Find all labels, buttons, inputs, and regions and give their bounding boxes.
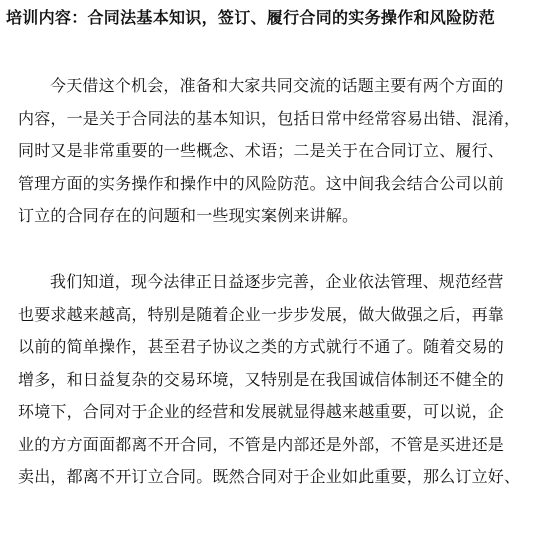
text-line: 也要求越来越高，特别是随着企业一步步发展，做大做强之后，再靠 <box>18 304 505 324</box>
text-line: 我们知道，现今法律正日益逐步完善，企业依法管理、规范经营 <box>50 272 504 291</box>
text-line: 环境下，合同对于企业的经营和发展就显得越来越重要，可以说，企 <box>18 402 505 421</box>
text-line: 业的方方面面都离不开合同，不管是内部还是外部，不管是买进还是 <box>18 434 505 454</box>
text-line: 管理方面的实务操作和操作中的风险防范。这中间我会结合公司以前 <box>18 173 505 193</box>
text-line: 同时又是非常重要的一些概念、术语；二是关于在合同订立、履行、 <box>18 141 505 160</box>
paragraph-intro <box>18 70 554 233</box>
text-line: 内容，一是关于合同法的基本知识，包括日常中经常容易出错、混淆， <box>18 108 521 128</box>
text-line: 卖出，都离不开订立合同。既然合同对于企业如此重要，那么订立好、 <box>18 467 521 486</box>
text-line: 以前的简单操作，甚至君子协议之类的方式就行不通了。随着交易的 <box>18 337 505 356</box>
document-title: 培训内容：合同法基本知识，签订、履行合同的实务操作和风险防范 <box>6 8 496 27</box>
text-line: 增多，和日益复杂的交易环境，又特别是在我国诚信体制还不健全的 <box>18 369 505 389</box>
paragraph-background <box>18 266 554 494</box>
text-line: 订立的合同存在的问题和一些现实案例来讲解。 <box>18 206 359 225</box>
text-line: 今天借这个机会，准备和大家共同交流的话题主要有两个方面的 <box>50 76 504 95</box>
